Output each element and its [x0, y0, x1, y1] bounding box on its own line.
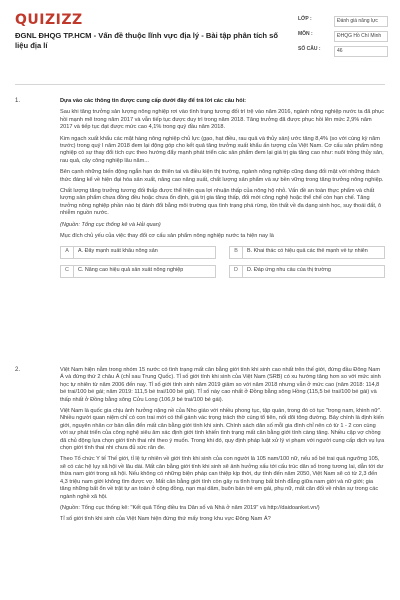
page-title: ĐGNL ĐHQG TP.HCM - Vấn đề thuộc lĩnh vực địa lý - Bài tập phân tích số liệu địa lí: [15, 31, 279, 50]
option-letter: B: [230, 247, 243, 258]
question-prompt: Tỉ số giới tính khi sinh của Việt Nam hiện đứng thứ mấy trong khu vực Đông Nam Á?: [60, 516, 271, 523]
paragraph: Bên cạnh những biến động ngắn hạn do thiên tai và điều kiện thị trường, ngành nông nghiệp cũng đang đối mặt với những thách thức đáng kể về hiện đại hóa sản xuất, nâng cao năng suất, chất lượng sản phẩm và sự bền vững trong tăng trưởng nông nghiệp.: [60, 169, 384, 183]
meta-value: Đánh giá năng lực: [334, 16, 388, 27]
meta-label: MÔN :: [298, 31, 313, 37]
meta-value: 46: [334, 46, 388, 57]
paragraph: Theo Tổ chức Y tế Thế giới, tỉ lệ tự nhiên về giới tính khi sinh của con người là 105 nam/100 nữ, nếu số bé trai quá ngưỡng 105, sẽ có các hệ lụy xã hội về lâu dài. Mất cân bằng giới tính khi sinh sẽ ảnh hưởng xấu tới cấu trúc dân số trong tương lai, dẫn tới dư thừa nam giới trong xã hội. Nếu không có những biện pháp can thiệp kịp thời, dự tính đến năm 2050, Việt Nam sẽ có từ 2,3 đến 4,3 triệu nam giới không tìm được vợ. Mất cân bằng giới tính còn gây ra tình trạng bất bình đẳng giữa nam giới và nữ giới; gia tăng những bất ổn về trật tự an toàn ở cộng đồng, nạn mại dâm, buôn bán trẻ em gái, phụ nữ, mất cân đối về nhân sự trong các ngành nghề xã hội.: [60, 456, 384, 500]
paragraph: Việt Nam hiện nằm trong nhóm 15 nước có tình trạng mất cân bằng giới tính khi sinh cao nhất trên thế giới, đứng đầu Đông Nam Á và đứng thứ 2 châu Á (chỉ sau Trung Quốc). Tỉ số giới tính khi sinh của Việt Nam (SRB) có xu hướng tăng hơn so với mức sinh học tự nhiên từ năm 2006 đến nay. Tỉ số giới tính sinh năm 2019 giảm so với năm 2018 nhưng vẫn ở mức cao (năm 2018: 114,8 bé trai/100 bé gái; năm 2019: 111,5 bé trai/100 bé gái). Tỉ số này cao nhất ở Đồng bằng sông Hồng (115,5 bé trai/100 bé gái) và thấp nhất ở Đồng bằng sông Cửu Long (106,9 bé trai/100 bé gái).: [60, 367, 381, 403]
option-letter: A: [61, 247, 74, 258]
option-a[interactable]: [60, 246, 216, 259]
question-2: [15, 367, 385, 528]
option-text: A. Đẩy mạnh xuất khẩu nông sản: [78, 248, 158, 255]
meta-value: ĐHQG Hồ Chí Minh: [334, 31, 388, 42]
question-number: 2.: [15, 367, 21, 373]
option-c[interactable]: [60, 265, 216, 278]
option-text: B. Khai thác có hiệu quả các thế mạnh về tự nhiên: [247, 248, 368, 255]
option-b[interactable]: [229, 246, 385, 259]
question-prompt: Mục đích chủ yếu của việc thay đổi cơ cấu sản phẩm nông nghiệp nước ta hiện nay là: [60, 233, 274, 240]
meta-row-count: [298, 44, 388, 59]
meta-label: LỚP :: [298, 16, 312, 22]
meta-row-subject: [298, 29, 388, 44]
quizizz-logo: QUIZIZZ: [15, 12, 83, 28]
source-note: (Nguồn: Tổng cục thống kê: "Kết quả Tổng điều tra Dân số và Nhà ở năm 2019" và http://daidoanket.vn/): [60, 504, 320, 511]
answer-options: [60, 246, 385, 278]
option-text: D. Đáp ứng nhu cầu của thị trường: [247, 267, 331, 274]
meta-table: [298, 14, 388, 59]
meta-label: SỐ CÂU :: [298, 46, 321, 52]
question-1: [15, 98, 385, 278]
option-d[interactable]: [229, 265, 385, 278]
question-lead: Dựa vào các thông tin được cung cấp dưới đây để trả lời các câu hỏi:: [60, 98, 247, 104]
question-number: 1.: [15, 98, 21, 104]
paragraph: Sau khi tăng trưởng sản lượng nông nghiệp rơi vào tình trạng tương đối trì trệ vào năm 2016, ngành nông nghiệp nước ta đã phục hồi mạnh mẽ trong năm 2017 và vẫn tiếp tục được duy trì trong năm 2018. Tăng trưởng đã được phục hồi lên mức 2,9% năm 2017 và tiếp tục đạt được mức cao 4,1% trong quý đầu năm 2018.: [60, 109, 385, 131]
meta-row-class: [298, 14, 388, 29]
source-note: (Nguồn: Tổng cục thống kê và Hải quan): [60, 221, 161, 228]
option-text: C. Nâng cao hiệu quả sản xuất nông nghiệp: [78, 267, 184, 274]
paragraph: Việt Nam là quốc gia chịu ảnh hưởng nặng nề của Nho giáo với nhiều phong tục, tập quán, trong đó có tục "trọng nam, khinh nữ". Nhiều người quan niệm chỉ có con trai mới có thể gánh vác trọng trách thờ cúng tổ tiên, nối dõi tông đường. Bảy chính là định kiến giới, nguyên nhân cơ bản dẫn đến mất cân bằng giới tính khi sinh. Chính sách dân số mỗi gia đình chỉ nên có từ 1 - 2 con cùng với sự phát triển của công nghệ siêu âm xác định giới tính khiến tình trạng mất cân bằng giới tính càng tăng. Nhiều cặp vợ chồng đã chủ động lựa chọn giới tính thai nhi theo ý muốn. Trong khi đó, quy định pháp luật xử lý vi phạm với người cung cấp dịch vụ lựa chọn giới tính thai nhi chưa đủ sức răn đe.: [60, 408, 385, 452]
paragraph: Chất lượng tăng trưởng tương đối thấp được thể hiện qua lợi nhuận thấp của nông hộ nhỏ. Vấn đề an toàn thực phẩm và chất lượng sản phẩm chưa đồng đều hoặc chưa ổn định, giá trị gia tăng thấp, đối mới công nghệ hoặc thể chế còn hạn chế. Tăng trưởng nông nghiệp phần nào bị đánh đổi bằng môi trường qua tình trạng phá rừng, tồn thất về đa dạng sinh học, suy thoái đất, ô nhiễm nguồn nước.: [60, 188, 382, 217]
option-letter: D: [230, 266, 243, 277]
paragraph: Kim ngạch xuất khẩu các mặt hàng nông nghiệp chủ lực (gạo, hạt điều, rau quả và thủy sản) ước tăng 8,4% (so với cùng kỳ năm trước) trong quý I năm 2018 đem lại động góp cho kết quả tăng trưởng xuất khẩu ấn tượng của Việt Nam. Cơ cấu sản phẩm nông nghiệp có sự thay đổi tích cực theo hướng đẩy mạnh phát triển các sản phẩm đem lại giá trị gia tăng cao như: nuôi trồng thủy sản, rau quả, cây công nghiệp lâu năm...: [60, 135, 384, 164]
header-divider: [15, 84, 385, 85]
option-letter: C: [61, 266, 74, 277]
